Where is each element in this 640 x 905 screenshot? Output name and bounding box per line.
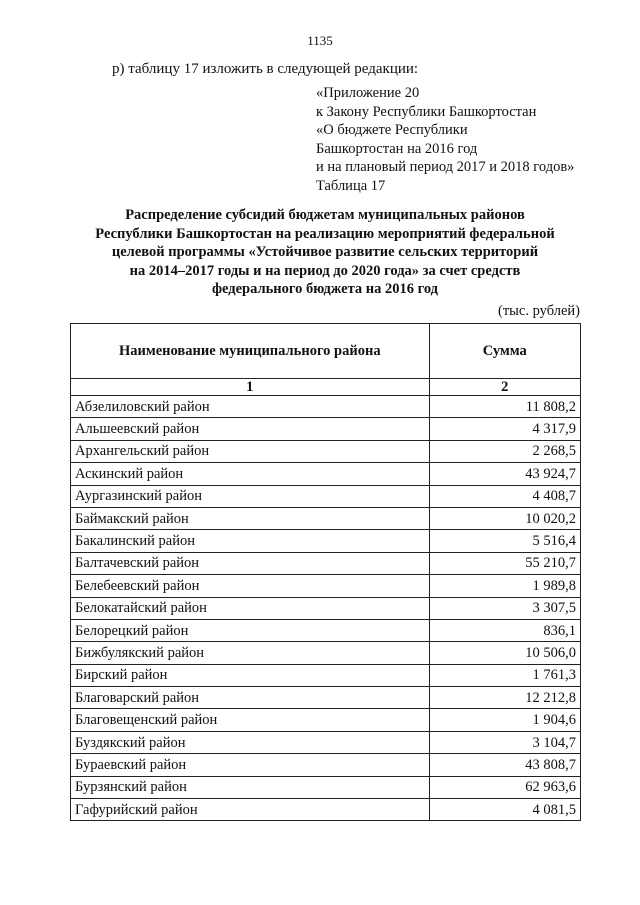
heading-line: федерального бюджета на 2016 год <box>211 281 438 298</box>
table-row <box>71 552 581 574</box>
heading-line: на 2014–2017 годы и на период до 2020 года» за счет средств <box>129 262 521 279</box>
annex-line: к Закону Республики Башкортостан <box>316 103 537 120</box>
table-row <box>71 799 581 821</box>
district-name: Благоварский район <box>71 687 430 709</box>
table-row <box>71 440 581 462</box>
table-row <box>71 396 581 418</box>
subsidy-amount: 4 317,9 <box>429 418 580 440</box>
annex-line: «Приложение 20 <box>316 85 420 101</box>
table-row <box>71 709 581 731</box>
annex-line: Башкортостан на 2016 год <box>316 140 478 157</box>
district-name: Архангельский район <box>71 440 430 462</box>
column-number: 2 <box>429 379 580 396</box>
table-row <box>71 530 581 552</box>
table-row <box>71 575 581 597</box>
district-name: Бурзянский район <box>71 776 430 798</box>
subsidy-amount: 836,1 <box>429 619 580 641</box>
district-name: Аургазинский район <box>71 485 430 507</box>
annex-table-number: Таблица 17 <box>316 177 386 194</box>
district-name: Белокатайский район <box>71 597 430 619</box>
subsidy-amount: 55 210,7 <box>429 552 580 574</box>
table-row <box>71 664 581 686</box>
district-name: Баймакский район <box>71 507 430 529</box>
subsidy-amount: 10 506,0 <box>429 642 580 664</box>
heading-line: целевой программы «Устойчивое развитие сельских территорий <box>111 244 539 261</box>
subsidy-amount: 4 081,5 <box>429 799 580 821</box>
table-row <box>71 485 581 507</box>
table-row <box>71 754 581 776</box>
district-name: Бураевский район <box>71 754 430 776</box>
subsidy-amount: 1 904,6 <box>429 709 580 731</box>
district-name: Белебеевский район <box>71 575 430 597</box>
district-name: Балтачевский район <box>71 552 430 574</box>
subsidy-amount: 4 408,7 <box>429 485 580 507</box>
subsidy-amount: 11 808,2 <box>429 396 580 418</box>
table-row <box>71 731 581 753</box>
column-number: 1 <box>71 379 430 396</box>
table-row <box>71 642 581 664</box>
district-name: Аскинский район <box>71 463 430 485</box>
district-name: Абзелиловский район <box>71 396 430 418</box>
table-header-row <box>71 324 581 379</box>
district-name: Благовещенский район <box>71 709 430 731</box>
heading-line: Республики Башкортостан на реализацию мероприятий федеральной <box>95 225 555 242</box>
district-name: Бакалинский район <box>71 530 430 552</box>
table-row <box>71 418 581 440</box>
district-name: Белорецкий район <box>71 619 430 641</box>
annex-reference <box>316 84 574 196</box>
subsidy-amount: 10 020,2 <box>429 507 580 529</box>
page-number: 1135 <box>307 33 333 48</box>
subsidy-amount: 3 104,7 <box>429 731 580 753</box>
subsidy-amount: 62 963,6 <box>429 776 580 798</box>
subsidies-table <box>70 323 581 821</box>
subsidy-amount: 1 989,8 <box>429 575 580 597</box>
instruction-text: р) таблицу 17 изложить в следующей редакции: <box>112 61 419 77</box>
subsidy-amount: 3 307,5 <box>429 597 580 619</box>
table-body <box>71 396 581 821</box>
table-row <box>71 507 581 529</box>
district-name: Альшеевский район <box>71 418 430 440</box>
district-name: Буздякский район <box>71 731 430 753</box>
subsidy-amount: 43 924,7 <box>429 463 580 485</box>
subsidy-amount: 2 268,5 <box>429 440 580 462</box>
subsidy-amount: 1 761,3 <box>429 664 580 686</box>
subsidy-amount: 5 516,4 <box>429 530 580 552</box>
district-name: Бирский район <box>71 664 430 686</box>
table-row <box>71 776 581 798</box>
document-heading <box>60 206 590 299</box>
subsidy-amount: 12 212,8 <box>429 687 580 709</box>
header-district-name: Наименование муниципального района <box>71 324 430 379</box>
header-sum: Сумма <box>429 324 580 379</box>
table-row <box>71 619 581 641</box>
subsidy-amount: 43 808,7 <box>429 754 580 776</box>
column-number-row <box>71 379 581 396</box>
heading-line: Распределение субсидий бюджетам муниципальных районов <box>125 207 525 223</box>
table-row <box>71 687 581 709</box>
district-name: Бижбулякский район <box>71 642 430 664</box>
table-row <box>71 597 581 619</box>
annex-line: «О бюджете Республики <box>316 122 468 139</box>
district-name: Гафурийский район <box>71 799 430 821</box>
annex-line: и на плановый период 2017 и 2018 годов» <box>316 159 575 176</box>
units-label: (тыс. рублей) <box>498 303 580 319</box>
table-row <box>71 463 581 485</box>
